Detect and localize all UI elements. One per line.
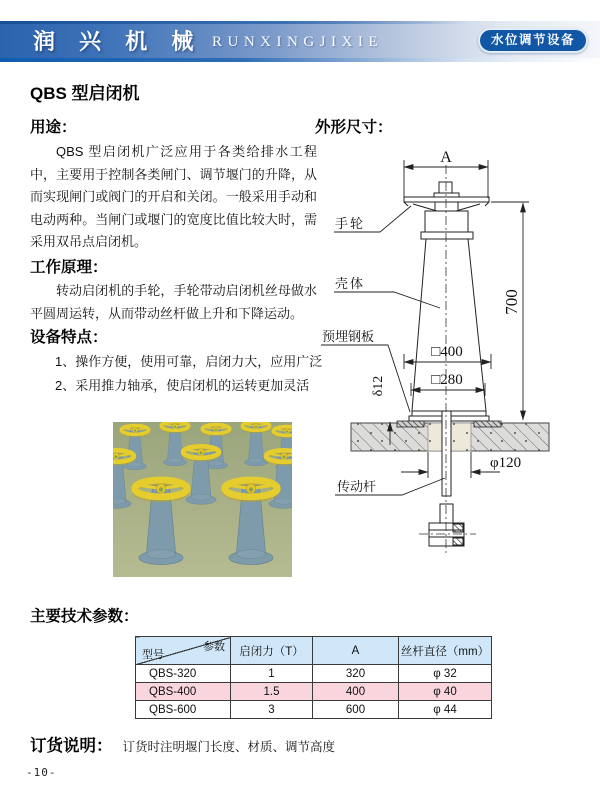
params-table-wrap — [135, 636, 491, 719]
header-bottom-accent — [0, 58, 600, 62]
brand-name-en: RUNXINGJIXIE — [212, 34, 383, 50]
corner-label-param: 参数 — [203, 641, 225, 653]
col-header-a: A — [313, 637, 399, 665]
header-top-accent — [0, 21, 468, 24]
bottom-coupling — [429, 504, 464, 546]
dim-d12-label: δ12 — [371, 375, 386, 397]
cell-force: 1 — [231, 665, 313, 683]
corner-label-model: 型号 — [142, 649, 164, 661]
outline-drawing-svg — [318, 140, 580, 560]
dim-700-label: 700 — [502, 289, 521, 315]
cell-model: QBS-400 — [136, 683, 231, 701]
principle-heading: 工作原理： — [30, 259, 108, 276]
product-photo — [113, 422, 292, 577]
params-heading: 主要技术参数： — [30, 608, 139, 625]
outline-drawing — [318, 140, 580, 565]
cell-model: QBS-600 — [136, 701, 231, 719]
cell-force: 1.5 — [231, 683, 313, 701]
order-heading: 订货说明： — [30, 737, 113, 755]
flange — [421, 232, 473, 239]
shell-label: 壳体 — [335, 276, 366, 291]
handwheel-rim — [404, 197, 489, 202]
product-photo-svg — [113, 422, 292, 577]
dim-280-label: □280 — [431, 372, 463, 388]
order-body: 订货时注明堰门长度、材质、调节高度 — [122, 740, 336, 754]
handwheel-label: 手轮 — [335, 216, 366, 231]
col-header-force: 启闭力（T） — [231, 637, 313, 665]
principle-paragraph: 转动启闭机的手轮，手轮带动启闭机丝母做水平圆周运转，从而带动丝杆做上升和下降运动。 — [30, 283, 317, 321]
brand-name-cn: 润 兴 机 械 — [33, 29, 203, 54]
drive-rod — [442, 411, 451, 496]
drive-rod-label: 传动杆 — [337, 479, 377, 494]
dim-phi120-label: φ120 — [490, 455, 522, 471]
features-heading: 设备特点： — [30, 329, 108, 346]
page-number: -10- — [26, 766, 57, 779]
params-table — [135, 636, 492, 719]
usage-paragraph: QBS 型启闭机广泛应用于各类给排水工程中，主要用于控制各类闸门、调节堰门的升降，从而实现闸门或阀门的开启和关闭。一般采用手动和电动两种。当闸门或堰门的宽度比值比较大时，需采用双吊点启闭机。 — [30, 144, 317, 249]
cell-screw-dia: φ 40 — [399, 683, 492, 701]
page-title: QBS 型启闭机 — [30, 84, 140, 103]
cell-force: 3 — [231, 701, 313, 719]
category-badge: 水位调节设备 — [478, 28, 588, 53]
cell-a: 400 — [313, 683, 399, 701]
cell-a: 600 — [313, 701, 399, 719]
feature-item-1: 1、操作方便，使用可靠，启闭力大，应用广泛 — [55, 354, 323, 369]
table-row — [136, 665, 492, 683]
cap-block — [425, 211, 468, 233]
table-row-highlighted — [136, 683, 492, 701]
dim-400-label: □400 — [431, 344, 463, 360]
order-note — [30, 732, 335, 756]
dim-a-label: A — [440, 149, 452, 166]
cell-screw-dia: φ 32 — [399, 665, 492, 683]
usage-heading: 用途： — [30, 119, 77, 136]
embedded-plate-label: 预埋钢板 — [322, 329, 375, 344]
cell-a: 320 — [313, 665, 399, 683]
cell-screw-dia: φ 44 — [399, 701, 492, 719]
corner-header-cell — [136, 637, 231, 665]
table-row — [136, 701, 492, 719]
outline-heading: 外形尺寸： — [315, 119, 393, 136]
table-header-row — [136, 637, 492, 665]
cell-model: QBS-320 — [136, 665, 231, 683]
feature-item-2: 2、采用推力轴承，使启闭机的运转更加灵活 — [55, 378, 310, 393]
col-header-screw-dia: 丝杆直径（mm） — [399, 637, 492, 665]
